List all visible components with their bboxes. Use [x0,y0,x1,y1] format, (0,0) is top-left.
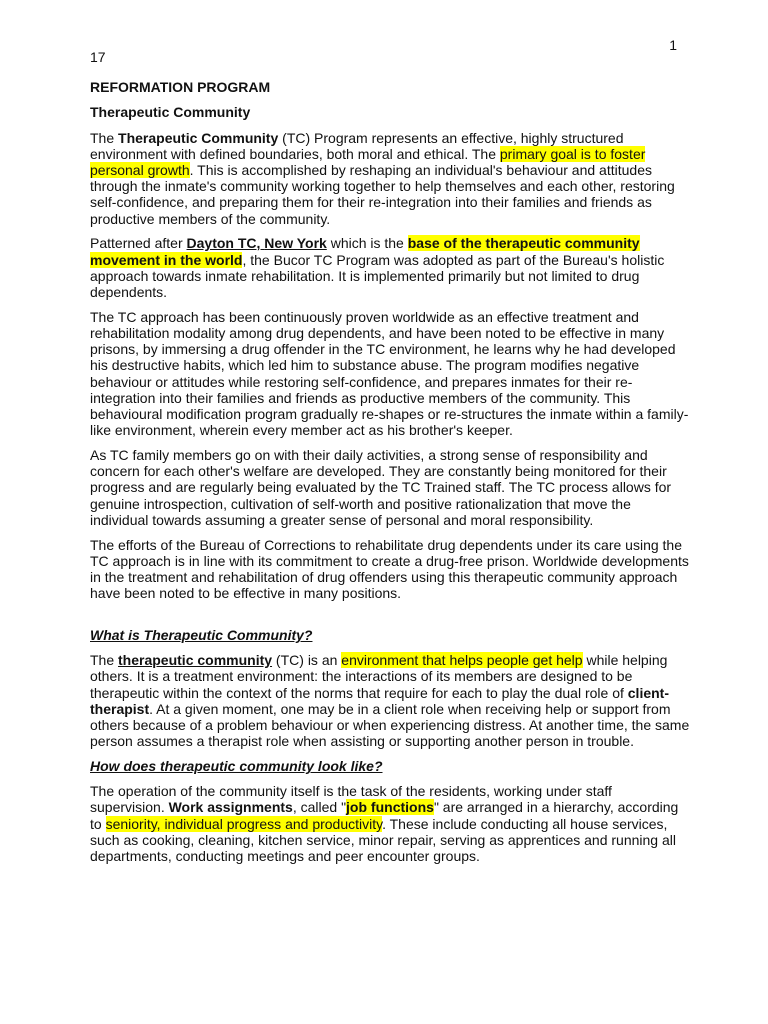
page-number: 1 [669,37,677,53]
paragraph-2: Patterned after Dayton TC, New York which is the base of the therapeutic community movement in the world, the Bucor TC Program was adopted as part of the Bureau's holistic approach towards inmate rehabilitation. It is implemented primarily but not limited to drug dependents. [90,235,665,301]
document-title: REFORMATION PROGRAM [90,79,271,96]
paragraph-5: The efforts of the Bureau of Corrections to rehabilitate drug dependents under its care using the TC approach is in line with its commitment to create a drug-free prison. Worldwide developments in the treatment and rehabilitation of drug offenders using this therapeutic community approach have been noted to be effective in many positions. [90,536,689,602]
highlight: primary goal is to foster personal growth [90,145,646,179]
question-heading: What is Therapeutic Community? [90,627,313,644]
paragraph-1: The Therapeutic Community (TC) Program represents an effective, highly structured environment with defined boundaries, both moral and ethical. The primary goal is to foster personal growth. This is accomplished by reshaping an individual's behaviour and attitudes through the inmate's community working together to help themselves and each other, restoring self-confidence, and preparing them for their re-integration into their families and friends as productive members of the community. [90,129,675,227]
question-heading: How does therapeutic community look like? [90,758,383,775]
highlight: environment that helps people get help [341,652,583,669]
highlight: job functions [346,799,434,816]
bold-term: Therapeutic Community [118,129,279,146]
paragraph-6: The therapeutic community (TC) is an environment that helps people get help while helping others. It is a treatment environment: the interactions of its members are designed to be therapeutic within the context of the norms that require for each to play the dual role of client-therapist. At a given moment, one may be in a client role when receiving help or support from others because of a problem behaviour or when experiencing distress. At another time, the same person assumes a therapist role when assisting or supporting another person in trouble. [90,652,690,750]
underlined-place: New York [264,235,327,252]
bold-term: Work assignments [168,799,293,816]
bold-term: client-therapist [90,684,669,717]
highlight: seniority, individual progress and productivity [105,815,383,832]
highlight: base of the therapeutic community movement in the world [90,235,640,268]
underlined-place: Dayton TC [186,235,257,252]
document-body [90,49,690,873]
section-subtitle: Therapeutic Community [90,104,251,121]
underlined-term: therapeutic community [118,652,273,669]
paragraph-3: The TC approach has been continuously proven worldwide as an effective treatment and rehabilitation modality among drug dependents, and have been noted to be effective in many prisons, by immersing a drug offender in the TC environment, he learns why he had developed his destructive habits, which led him to substance abuse. The program modifies negative behaviour or attitudes while restoring self-confidence, and prepares inmates for their re-integration into their families and friends as productive members of the community. This behavioural modification program gradually re-shapes or re-structures the inmate within a family-like environment, wherein every member act as his brother's keeper. [90,308,689,439]
pre-heading-number: 17 [90,49,106,65]
paragraph-4: As TC family members go on with their daily activities, a strong sense of responsibility and concern for each other's welfare are developed. They are constantly being monitored for their progress and are regularly being evaluated by the TC Trained staff. The TC process allows for genuine introspection, cultivation of self-worth and positive rationalization that move the individual towards assuming a greater sense of personal and moral responsibility. [90,447,672,528]
paragraph-7: The operation of the community itself is the task of the residents, working under staff supervision. Work assignments, called "job functions" are arranged in a hierarchy, according to seniority, individual progress and productivity. These include conducting all house services, such as cooking, cleaning, kitchen service, minor repair, serving as apprentices and running all departments, conducting meetings and peer encounter groups. [90,783,679,865]
